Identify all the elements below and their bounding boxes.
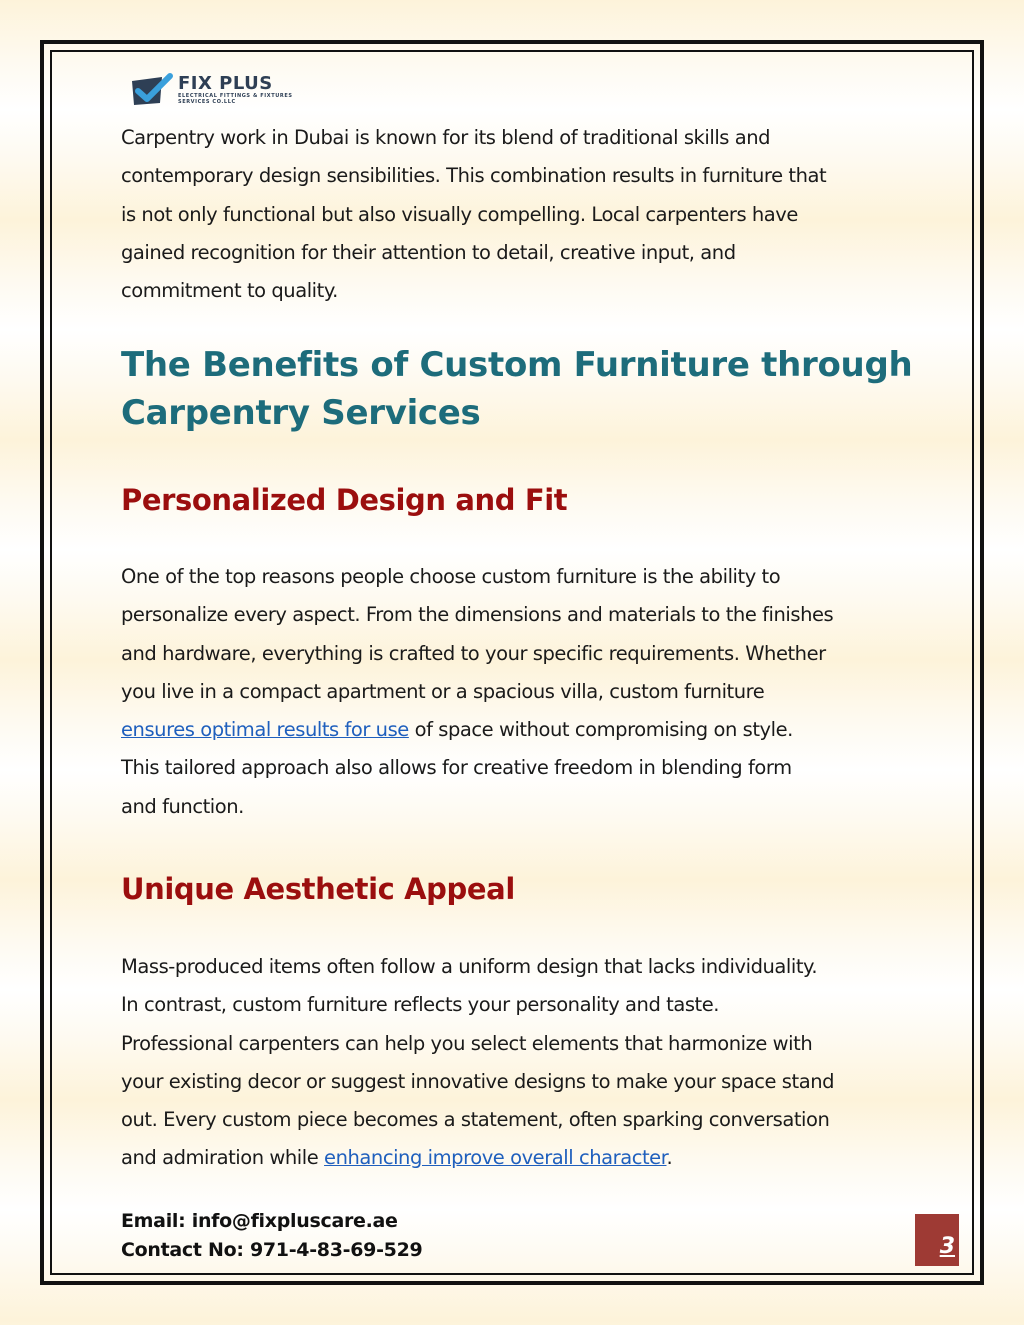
- enhancing-character-link[interactable]: enhancing improve overall character: [324, 1146, 667, 1170]
- text-line: gained recognition for their attention to detail, creative input, and: [121, 240, 736, 264]
- contact-footer: [121, 1207, 422, 1265]
- text-line: Professional carpenters can help you select elements that harmonize with: [121, 1031, 813, 1055]
- logo-tagline-1: ELECTRICAL FITTINGS & FIXTURES: [178, 93, 293, 99]
- text-fragment: of space without compromising on style.: [408, 718, 793, 742]
- text-fragment: and admiration while: [121, 1146, 325, 1170]
- text-line: Mass-produced items often follow a uniform design that lacks individuality.: [121, 955, 818, 978]
- text-line: your existing decor or suggest innovative designs to make your space stand: [121, 1069, 835, 1093]
- company-logo: [130, 70, 300, 110]
- text-line: In contrast, custom furniture reflects your personality and taste.: [121, 993, 720, 1017]
- page-heading: [121, 341, 912, 437]
- text-line: and function.: [121, 794, 244, 818]
- optimal-results-link[interactable]: ensures optimal results for use: [121, 718, 409, 742]
- text-line: Carpentry work in Dubai is known for its blend of traditional skills and: [121, 126, 771, 149]
- text-line: personalize every aspect. From the dimensions and materials to the finishes: [121, 603, 834, 627]
- logo-name: FIX PLUS: [178, 73, 273, 94]
- text-line: contemporary design sensibilities. This combination results in furniture that: [121, 164, 827, 188]
- aesthetic-paragraph: [121, 948, 834, 1178]
- heading-line: Carpentry Services: [121, 393, 481, 433]
- footer-contact: Contact No: 971-4-83-69-529: [121, 1239, 423, 1261]
- checkmark-logo-icon: [130, 73, 174, 107]
- text-line: and hardware, everything is crafted to your specific requirements. Whether: [121, 641, 826, 665]
- footer-email: Email: info@fixpluscare.ae: [121, 1210, 398, 1232]
- text-line: you live in a compact apartment or a spacious villa, custom furniture: [121, 679, 765, 703]
- logo-tagline-2: SERVICES CO.LLC: [178, 99, 236, 105]
- text-line: One of the top reasons people choose custom furniture is the ability to: [121, 565, 781, 588]
- page-content: [121, 119, 921, 1170]
- text-fragment: .: [666, 1146, 673, 1170]
- text-line: is not only functional but also visually compelling. Local carpenters have: [121, 202, 798, 226]
- text-line: This tailored approach also allows for creative freedom in blending form: [121, 756, 792, 780]
- text-line: commitment to quality.: [121, 279, 338, 303]
- heading-line: The Benefits of Custom Furniture through: [121, 345, 913, 385]
- section-title-aesthetic: Unique Aesthetic Appeal: [121, 872, 515, 906]
- section-title-personalized: Personalized Design and Fit: [121, 483, 568, 517]
- intro-paragraph: [121, 119, 921, 310]
- personalized-paragraph: [121, 558, 833, 826]
- page-number-badge: 3: [915, 1214, 959, 1266]
- text-line: out. Every custom piece becomes a statement, often sparking conversation: [121, 1108, 830, 1132]
